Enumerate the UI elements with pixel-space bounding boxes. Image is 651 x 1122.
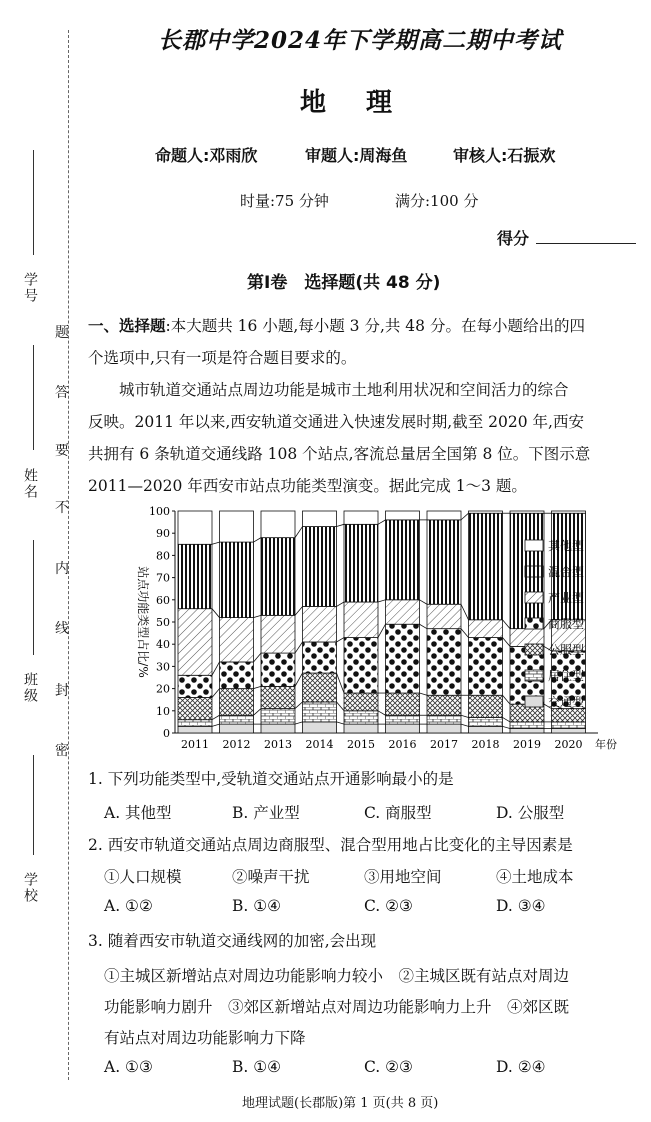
q1-option-a[interactable]: A. 其他型	[104, 804, 172, 822]
instructions-line2: 个选项中,只有一项是符合题目要求的。	[88, 349, 357, 367]
material-line: 2011—2020 年西安市站点功能类型演变。据此完成 1～3 题。	[88, 477, 527, 495]
q2-item: ③用地空间	[364, 868, 442, 886]
y-tick-label: 90	[156, 527, 170, 541]
y-tick-label: 40	[156, 638, 170, 652]
q1-option-b[interactable]: B. 产业型	[232, 804, 300, 822]
series-connector	[212, 689, 220, 698]
seal-char: 密	[55, 743, 69, 759]
y-tick-label: 0	[163, 727, 170, 740]
bar-segment-公服型	[261, 686, 295, 708]
bar-segment-居住型	[510, 722, 544, 729]
series-connector	[212, 609, 220, 618]
bar-segment-商服型	[261, 653, 295, 686]
checker: 审核人:石振欢	[453, 146, 556, 165]
y-axis-label: 站点功能类型占比/%	[136, 566, 150, 678]
legend-swatch	[525, 566, 543, 577]
seal-char: 线	[55, 621, 69, 637]
bar-segment-产业型	[344, 602, 378, 638]
q2-item: ②噪声干扰	[232, 868, 310, 886]
q3-item-line: 功能影响力剧升 ③郊区新增站点对周边功能影响力上升 ④郊区既	[104, 998, 570, 1016]
y-tick-label: 10	[156, 704, 170, 718]
legend-label: 交通型	[548, 695, 585, 709]
bar-segment-其他型	[303, 511, 337, 527]
instructions-line1: :本大题共 16 小题,每小题 3 分,共 48 分。在每小题给出的四	[165, 317, 585, 335]
bar-segment-其他型	[386, 511, 420, 520]
bar-segment-其他型	[344, 511, 378, 524]
bar-segment-商服型	[303, 642, 337, 673]
bar-segment-居住型	[261, 709, 295, 725]
series-connector	[254, 709, 262, 716]
legend-label: 公服型	[548, 643, 585, 657]
seal-char: 题	[55, 325, 69, 341]
series-connector	[461, 715, 469, 717]
bar-segment-公服型	[469, 695, 503, 717]
material-line: 城市轨道交通站点周边功能是城市土地利用状况和空间活力的综合	[119, 381, 569, 399]
x-tick-label: 2011	[181, 738, 209, 751]
bar-segment-混合型	[469, 513, 503, 620]
series-connector	[503, 620, 511, 629]
legend-swatch	[525, 592, 543, 603]
q2-option-b[interactable]: B. ①④	[232, 897, 282, 915]
bar-segment-公服型	[303, 673, 337, 702]
series-connector	[212, 724, 220, 726]
bar-segment-交通型	[386, 724, 420, 733]
legend-swatch	[525, 670, 543, 681]
score-blank[interactable]	[536, 243, 636, 244]
q2-option-a[interactable]: A. ①②	[104, 897, 153, 915]
page-footer: 地理试题(长郡版)第 1 页(共 8 页)	[242, 1096, 439, 1111]
name-blank[interactable]	[33, 345, 34, 450]
bar-segment-商服型	[427, 629, 461, 696]
bar-segment-其他型	[427, 511, 461, 520]
bar-segment-其他型	[510, 511, 544, 513]
series-connector	[378, 520, 386, 524]
bar-segment-商服型	[386, 624, 420, 693]
student-no-label: 学号	[22, 272, 38, 304]
bar-segment-其他型	[469, 511, 503, 513]
x-tick-label: 2015	[347, 738, 375, 751]
bar-segment-交通型	[220, 724, 254, 733]
school-blank[interactable]	[33, 755, 34, 855]
bar-segment-商服型	[344, 638, 378, 694]
bar-segment-产业型	[469, 620, 503, 638]
series-connector	[337, 638, 345, 642]
full-score: 满分:100 分	[395, 192, 479, 210]
series-connector	[295, 673, 303, 686]
series-connector	[378, 600, 386, 602]
bar-segment-混合型	[220, 542, 254, 617]
subject-title: 地理	[300, 88, 433, 118]
bar-segment-公服型	[427, 695, 461, 715]
bar-segment-交通型	[469, 726, 503, 733]
section-title: 第Ⅰ卷 选择题(共 48 分)	[247, 273, 441, 293]
seal-char: 内	[55, 561, 69, 577]
bar-segment-其他型	[220, 511, 254, 542]
bar-segment-产业型	[427, 604, 461, 628]
bar-segment-产业型	[220, 618, 254, 662]
series-connector	[461, 629, 469, 638]
x-tick-label: 2012	[222, 738, 251, 751]
bar-segment-其他型	[261, 511, 295, 538]
bar-segment-商服型	[178, 675, 212, 697]
bar-segment-交通型	[344, 724, 378, 733]
q3-option-b[interactable]: B. ①④	[232, 1058, 282, 1076]
x-tick-label: 2019	[513, 738, 541, 751]
series-connector	[337, 673, 345, 693]
legend-label: 混合型	[548, 565, 585, 579]
time-limit: 时量:75 分钟	[240, 192, 329, 210]
bar-segment-居住型	[303, 702, 337, 722]
series-connector	[295, 527, 303, 538]
bar-segment-混合型	[178, 544, 212, 608]
seal-char: 不	[55, 500, 69, 516]
x-tick-label: 2020	[554, 738, 583, 751]
series-connector	[461, 724, 469, 726]
q2-item: ①人口规模	[104, 868, 182, 886]
binding-line	[68, 30, 69, 1080]
class-label: 班级	[22, 672, 38, 704]
series-connector	[461, 604, 469, 620]
bar-segment-交通型	[178, 726, 212, 733]
bar-segment-居住型	[552, 722, 586, 729]
bar-segment-居住型	[344, 711, 378, 724]
series-connector	[420, 624, 428, 628]
score-label: 得分	[497, 229, 530, 248]
series-connector	[378, 711, 386, 715]
series-connector	[212, 715, 220, 719]
q3-option-a[interactable]: A. ①③	[104, 1058, 153, 1076]
legend-swatch	[525, 540, 543, 551]
series-connector	[295, 642, 303, 653]
series-connector	[212, 542, 220, 544]
x-tick-label: 2017	[430, 738, 458, 751]
q2-item: ④土地成本	[496, 868, 574, 886]
question-2-stem: 2. 西安市轨道交通站点周边商服型、混合型用地占比变化的主导因素是	[88, 836, 573, 854]
q3-option-d[interactable]: D. ②④	[496, 1058, 546, 1076]
setter: 命题人:邓雨欣	[155, 146, 258, 165]
bar-segment-交通型	[427, 724, 461, 733]
series-connector	[254, 686, 262, 688]
series-connector	[503, 695, 511, 704]
bar-segment-公服型	[552, 709, 586, 722]
series-connector	[337, 602, 345, 606]
series-connector	[254, 615, 262, 617]
name-label: 姓名	[22, 468, 38, 500]
series-connector	[337, 722, 345, 724]
bar-segment-产业型	[261, 615, 295, 653]
x-tick-label: 2016	[388, 738, 417, 751]
series-connector	[295, 702, 303, 709]
bar-segment-商服型	[220, 662, 254, 689]
series-connector	[420, 693, 428, 695]
q3-option-c[interactable]: C. ②③	[364, 1058, 413, 1076]
q1-option-c[interactable]: C. 商服型	[364, 804, 432, 822]
y-tick-label: 100	[149, 505, 170, 518]
series-connector	[254, 538, 262, 542]
class-blank[interactable]	[33, 540, 34, 655]
material	[88, 374, 640, 502]
x-tick-label: 2018	[471, 738, 500, 751]
station-function-chart	[125, 503, 617, 758]
bar-segment-混合型	[261, 538, 295, 616]
q3-item-line: ①主城区新增站点对周边功能影响力较小 ②主城区既有站点对周边	[104, 967, 570, 985]
series-connector	[503, 638, 511, 647]
series-connector	[212, 662, 220, 675]
seal-char: 要	[55, 443, 69, 459]
bar-segment-居住型	[220, 715, 254, 724]
legend-label: 商服型	[548, 617, 585, 631]
q3-items	[104, 961, 644, 1054]
q1-option-d[interactable]: D. 公服型	[496, 804, 565, 822]
bar-segment-产业型	[386, 600, 420, 624]
bar-segment-公服型	[344, 693, 378, 711]
bar-segment-混合型	[344, 524, 378, 602]
question-1-stem: 1. 下列功能类型中,受轨道交通站点开通影响最小的是	[88, 770, 454, 788]
bar-segment-混合型	[427, 520, 461, 604]
series-connector	[337, 702, 345, 711]
bar-segment-公服型	[220, 689, 254, 716]
series-connector	[503, 717, 511, 721]
bar-segment-交通型	[552, 729, 586, 733]
bar-segment-其他型	[178, 511, 212, 544]
legend-swatch	[525, 618, 543, 629]
legend-label: 产业型	[548, 591, 585, 605]
legend-label: 其他型	[548, 539, 585, 553]
series-connector	[378, 624, 386, 637]
x-axis-label: 年份	[595, 738, 617, 751]
bar-segment-公服型	[178, 697, 212, 719]
bar-segment-产业型	[303, 606, 337, 642]
exam-title: 长郡中学2024年下学期高二期中考试	[157, 27, 562, 54]
bar-segment-商服型	[469, 638, 503, 696]
legend-swatch	[525, 644, 543, 655]
y-tick-label: 80	[156, 549, 170, 563]
series-connector	[254, 653, 262, 662]
legend-swatch	[525, 696, 543, 707]
bar-segment-其他型	[552, 511, 586, 513]
bar-segment-公服型	[386, 693, 420, 715]
q2-option-c[interactable]: C. ②③	[364, 897, 413, 915]
seal-char: 答	[55, 385, 69, 401]
series-connector	[295, 606, 303, 615]
y-tick-label: 50	[156, 616, 170, 629]
school-label: 学校	[22, 872, 38, 904]
material-line: 共拥有 6 条轨道交通线路 108 个站点,客流总量居全国第 8 位。下图示意	[88, 445, 591, 463]
student-no-blank[interactable]	[33, 150, 34, 255]
material-line: 反映。2011 年以来,西安轨道交通进入快速发展时期,截至 2020 年,西安	[88, 413, 584, 431]
x-tick-label: 2013	[264, 738, 292, 751]
bar-segment-交通型	[510, 729, 544, 733]
reviewer: 审题人:周海鱼	[305, 146, 408, 165]
y-tick-label: 30	[156, 660, 170, 674]
instructions-lead: 一、选择题	[88, 316, 166, 335]
bar-segment-混合型	[386, 520, 420, 600]
question-3-stem: 3. 随着西安市轨道交通线网的加密,会出现	[88, 932, 377, 950]
seal-char: 封	[55, 683, 69, 699]
bar-segment-居住型	[386, 715, 420, 724]
x-tick-label: 2014	[305, 738, 334, 751]
y-tick-label: 60	[156, 593, 170, 607]
bar-segment-交通型	[261, 724, 295, 733]
bar-segment-产业型	[178, 609, 212, 676]
bar-segment-居住型	[469, 717, 503, 726]
bar-segment-居住型	[427, 715, 461, 724]
series-connector	[461, 513, 469, 520]
bar-segment-交通型	[303, 722, 337, 733]
series-connector	[337, 524, 345, 526]
q3-item-line: 有站点对周边功能影响力下降	[104, 1029, 306, 1047]
series-connector	[295, 722, 303, 724]
bar-segment-居住型	[178, 720, 212, 727]
series-connector	[503, 726, 511, 728]
y-tick-label: 20	[156, 682, 170, 696]
bar-segment-混合型	[303, 527, 337, 607]
y-tick-label: 70	[156, 571, 170, 585]
legend-label: 居住型	[548, 669, 585, 683]
series-connector	[420, 600, 428, 604]
q2-option-d[interactable]: D. ③④	[496, 897, 546, 915]
instructions	[88, 310, 640, 374]
